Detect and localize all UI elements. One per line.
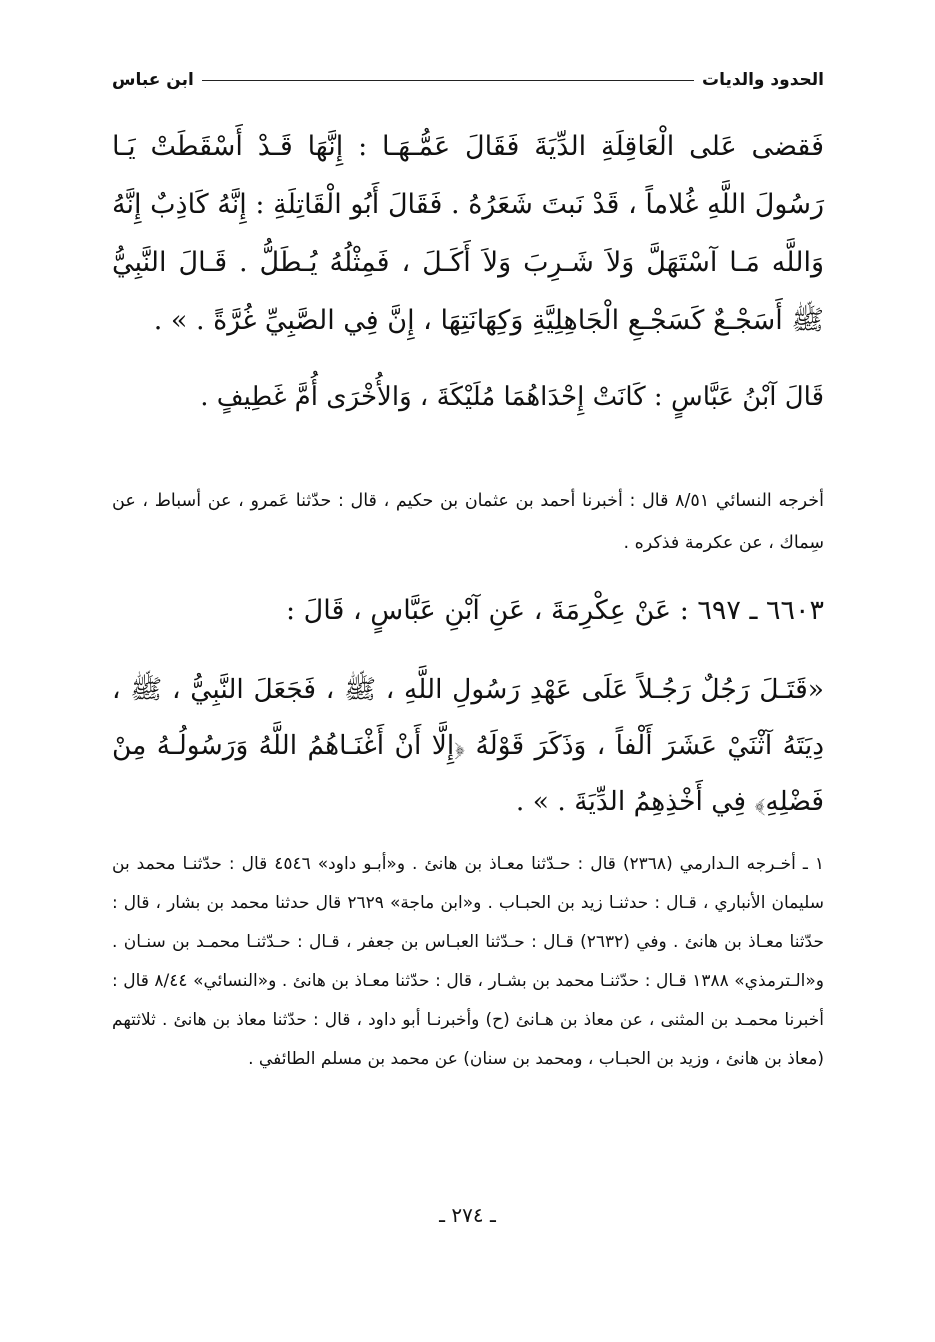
page-number: ـ ٢٧٤ ـ <box>439 1203 496 1227</box>
header-section-title: الحدود والديات <box>702 70 824 90</box>
running-header <box>112 62 824 98</box>
ibn-abbas-statement: قَالَ آبْنُ عَبَّاسٍ : كَانَتْ إِحْدَاهُمَا مُلَيْكَةَ ، وَالأُخْرَى أُمَّ غَطِيفٍ . <box>200 382 824 412</box>
hadith-text-continuation: فَقضى عَلى الْعَاقِلَةِ الدِّيَةَ فَقَالَ عَمُّـهَـا : إِنَّهَا قَـدْ أَسْقَطَتْ يَـا رَسُولَ اللَّهِ غُلاماً ، قَدْ نَبتَ شَعَرُهُ . فَقَالَ أَبُو الْقَاتِلَةِ : إِنَّهُ كَاذِبٌ إِنَّهُ وَاللَّه مَـا آسْتَهَلَّ وَلاَ شَـرِبَ وَلاَ أَكَـلَ ، فَمِثْلُهُ يُـطَلُّ . قَـالَ النَّبِيُّ ﷺ أَسَجْـعٌ كَسَجْـعِ الْجَاهِلِيَّةِ وَكِهَانَتِهَا ، إِنَّ فِي الصَّبِيِّ غُرَّةً . » . <box>112 131 824 336</box>
takhrij-note: أخرجه النسائي ٨/٥١ قال : أخبرنا أحمد بن عثمان بن حكيم ، قال : حدّثنا عَمرو ، عن أسباط ، عن سِماك ، عن عكرمة فذكره . <box>112 491 824 553</box>
header-rule <box>202 80 694 81</box>
hadith-number-heading: ٦٦٠٣ ـ ٦٩٧ : عَنْ عِكْرِمَةَ ، عَنِ آبْنِ عَبَّاسٍ ، قَالَ : <box>285 595 824 626</box>
hadith-text: «قَتَـلَ رَجُلٌ رَجُـلاً عَلَى عَهْدِ رَسُولِ اللَّهِ ، ﷺ ، فَجَعَلَ النَّبِيُّ ، ﷺ ، دِيَتَهُ آثْنَيْ عَشَرَ أَلْفاً ، وَذَكَرَ قَوْلَهُ ﴿إِلَّا أَنْ أَغْنَـاهُمُ اللَّهُ وَرَسُولُـهُ مِنْ فَضْلِهِ﴾ فِي أَخْذِهِمُ الدِّيَةَ . » . <box>112 674 824 817</box>
header-author: ابن عباس <box>112 70 194 90</box>
takhrij-footnote: ١ ـ أخـرجه الـدارمي (٢٣٦٨) قال : حـدّثنا معـاذ بن هانئ . و«أبـو داود» ٤٥٤٦ قال : حدّثنـا محمد بن سليمان الأنباري ، قـال : حدثنـا زيد بن الحبـاب . و«ابن ماجة» ٢٦٢٩ قال حدثنا محمد بن بشار ، قال : حدّثنا معـاذ بن هانئ . وفي (٢٦٣٢) قـال : حـدّثنا العبـاس بن جعفر ، قـال : حـدّثنـا محمـد بن سنـان . و«الـترمذي» ١٣٨٨ قـال : حدّثنـا محمد بن بشـار ، قال : حدّثنا معـاذ بن هانئ . و«النسائي» ٨/٤٤ قال : أخبرنا محمـد بن المثنى ، عن معاذ بن هـانئ (ح) وأخبرنـا أبو داود ، قال : حدّثنا معاذ بن هانئ . ثلاثتهم (معاذ بن هانئ ، وزيد بن الحبـاب ، ومحمد بن سنان) عن محمد بن مسلم الطائفي . <box>112 854 824 1069</box>
